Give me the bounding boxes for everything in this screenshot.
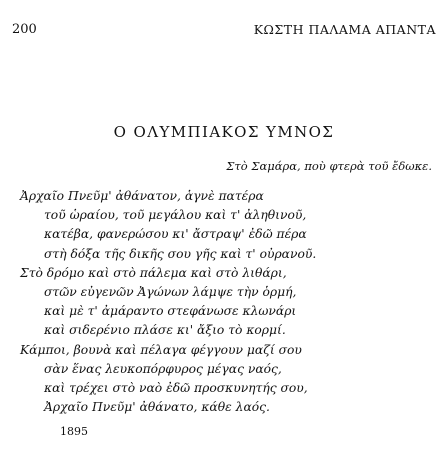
page-number: 200 bbox=[12, 22, 37, 37]
poem-title: Ο ΟΛΥΜΠΙΑΚΟΣ ΥΜΝΟΣ bbox=[113, 123, 335, 141]
running-head: ΚΩΣΤΗ ΠΑΛΑΜΑ ΑΠΑΝΤΑ bbox=[253, 22, 436, 37]
poem-line: καὶ σιδερένιο πλάσε κι' ἄξιο τὸ κορμί. bbox=[44, 323, 286, 338]
poem-year: 1895 bbox=[60, 425, 88, 438]
poem-line: σὰν ἕνας λευκοπόρφυρος μέγας ναός, bbox=[44, 361, 282, 376]
poem-line: καὶ μὲ τ' ἀμάραντο στεφάνωσε κλωνάρι bbox=[44, 304, 297, 319]
poem-line: καὶ τρέχει στὸ ναὸ ἐδῶ προσκυνητής σου, bbox=[44, 380, 308, 395]
poem-line: Κάμποι, βουνὰ καὶ πέλαγα φέγγουν μαζί σου bbox=[20, 342, 302, 357]
poem-line: Ἀρχαῖο Πνεῦμ' ἀθάνατον, ἁγνὲ πατέρα bbox=[20, 189, 264, 203]
poem-line: Ἀρχαῖο Πνεῦμ' ἀθάνατο, κάθε λαός. bbox=[44, 400, 270, 415]
poem-body bbox=[20, 187, 430, 417]
poem-epigraph: Στὸ Σαμάρα, ποὺ φτερὰ τοῦ ἔδωκε. bbox=[226, 159, 432, 173]
page-header bbox=[12, 22, 436, 40]
poem-line: στῶν εὐγενῶν Ἀγώνων λάμψε τὴν ὁρμή, bbox=[44, 284, 297, 299]
poem-line: Στὸ δρόμο καὶ στὸ πάλεμα καὶ στὸ λιθάρι, bbox=[20, 265, 287, 280]
poem-line: τοῦ ὡραίου, τοῦ μεγάλου καὶ τ' ἀληθινοῦ, bbox=[44, 208, 307, 223]
poem-line: κατέβα, φανερώσου κι' ἄστραψ' ἐδῶ πέρα bbox=[44, 227, 307, 242]
poem-line: στὴ δόξα τῆς δικῆς σου γῆς καὶ τ' οὐρανοῦ. bbox=[44, 246, 317, 261]
